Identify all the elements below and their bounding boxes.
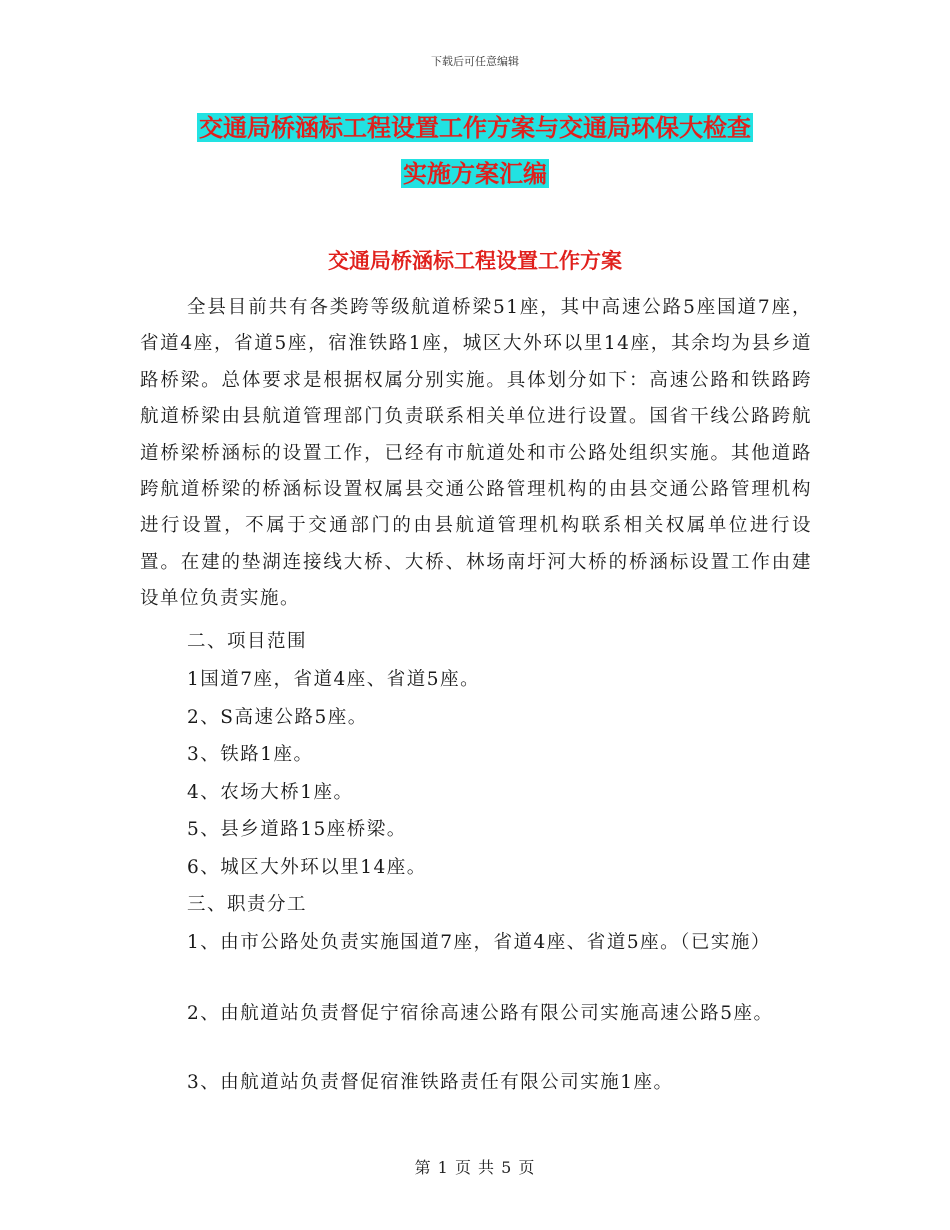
duty-item: 2、由航道站负责督促宁宿徐高速公路有限公司实施高速公路5座。 (187, 1003, 774, 1024)
scope-item: 2、S高速公路5座。 (187, 707, 368, 728)
scope-item: 1国道7座，省道4座、省道5座。 (187, 669, 481, 690)
scope-item: 3、铁路1座。 (187, 744, 314, 765)
duty-item: 1、由市公路处负责实施国道7座，省道4座、省道5座。（已实施） (187, 932, 771, 953)
section-heading-duties: 三、职责分工 (187, 894, 308, 915)
intro-paragraph: 全县目前共有各类跨等级航道桥梁51座，其中高速公路5座国道7座，省道4座，省道5座，宿淮铁路1座，城区大外环以里14座，其余均为县乡道路桥梁。总体要求是根据权属分别实施。具体划分如下：高速公路和铁路跨航道桥梁由县航道管理部门负责联系相关单位进行设置。国省干线公路跨航道桥梁桥涵标的设置工作，已经有市航道处和市公路处组织实施。其他道路跨航道桥梁的桥涵标设置权属县交通公路管理机构的由县交通公路管理机构进行设置，不属于交通部门的由县航道管理机构联系相关权属单位进行设置。在建的垫湖连接线大桥、大桥、林场南圩河大桥的桥涵标设置工作由建设单位负责实施。 (140, 297, 812, 610)
header-note: 下载后可任意编辑 (431, 55, 519, 68)
scope-item: 6、城区大外环以里14座。 (187, 857, 427, 878)
duty-item: 3、由航道站负责督促宿淮铁路责任有限公司实施1座。 (187, 1072, 674, 1093)
page-footer: 第 1 页 共 5 页 (414, 1158, 536, 1177)
section-heading-scope: 二、项目范围 (187, 631, 308, 652)
document-title-line-2: 实施方案汇编 (403, 159, 547, 188)
section-title: 交通局桥涵标工程设置工作方案 (328, 248, 622, 273)
scope-item: 4、农场大桥1座。 (187, 782, 354, 803)
scope-item: 5、县乡道路15座桥梁。 (187, 819, 407, 840)
document-title-line-1: 交通局桥涵标工程设置工作方案与交通局环保大检查 (199, 113, 751, 142)
